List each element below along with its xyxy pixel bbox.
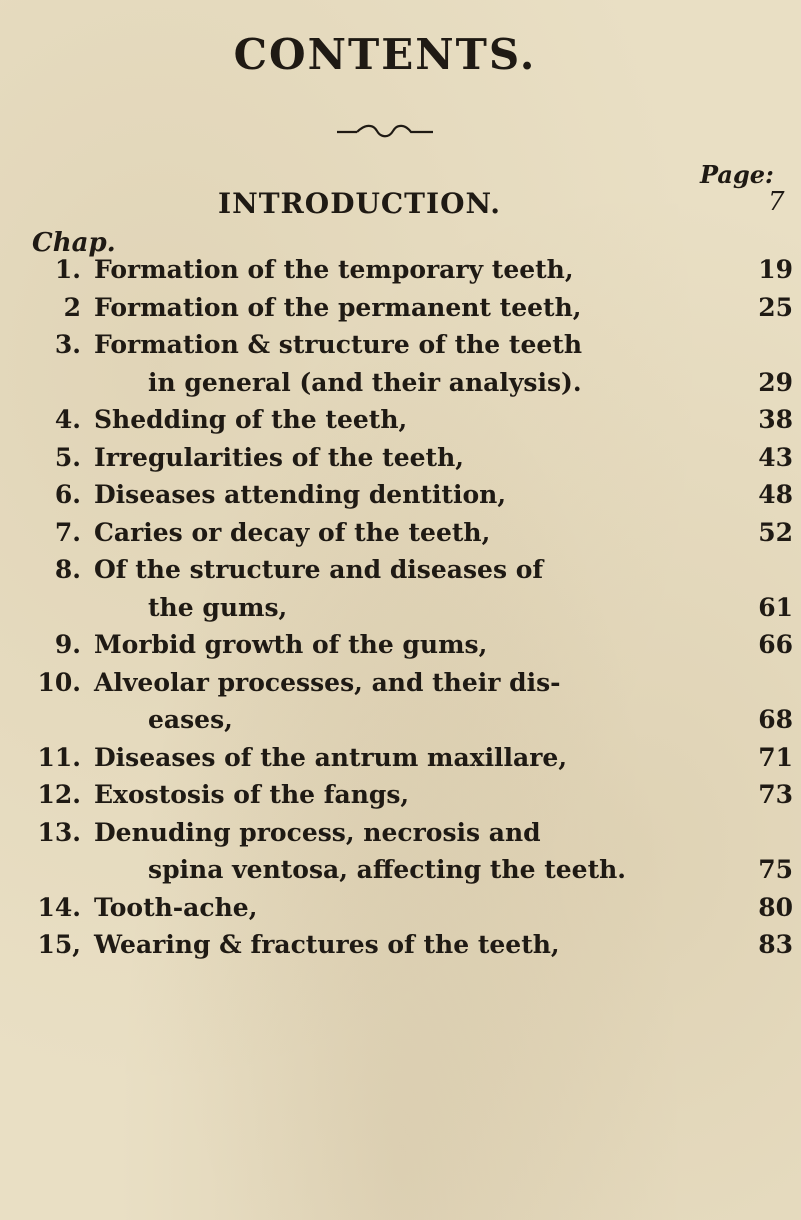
contents-entry bbox=[0, 255, 801, 293]
chapter-title: Of the structure and diseases of bbox=[94, 555, 544, 584]
contents-entry bbox=[0, 893, 801, 931]
chapter-title: Denuding process, necrosis and bbox=[94, 817, 541, 847]
chapter-number: 10. bbox=[37, 667, 81, 697]
chapter-title: Tooth-ache, bbox=[94, 892, 258, 922]
contents-entry bbox=[0, 743, 801, 781]
contents-entry bbox=[0, 930, 801, 968]
chapter-title: Diseases attending dentition, bbox=[94, 480, 507, 509]
introduction-heading: INTRODUCTION. bbox=[218, 187, 502, 220]
chapter-title-continuation: in general (and their analysis). bbox=[148, 367, 582, 397]
contents-entry bbox=[0, 443, 801, 481]
contents-entry bbox=[0, 818, 801, 893]
chapter-number: 4. bbox=[54, 405, 81, 434]
chapter-page-number: 38 bbox=[758, 405, 793, 434]
contents-entry bbox=[0, 293, 801, 331]
chapter-page-number: 61 bbox=[758, 592, 793, 622]
chapter-number: 12. bbox=[37, 780, 81, 809]
chapter-title: Formation & structure of the teeth bbox=[94, 330, 583, 359]
chapter-number: 1. bbox=[54, 255, 81, 284]
page-title: CONTENTS. bbox=[233, 30, 537, 79]
chapter-number: 6. bbox=[54, 480, 81, 509]
chapter-number: 7. bbox=[54, 517, 81, 547]
chapter-page-number: 19 bbox=[758, 255, 793, 284]
chapter-title: Formation of the permanent teeth, bbox=[94, 292, 582, 322]
chapter-number: 9. bbox=[54, 630, 81, 659]
contents-entry bbox=[0, 780, 801, 818]
chapter-title: Caries or decay of the teeth, bbox=[94, 517, 491, 547]
chapter-column-label: Chap. bbox=[32, 228, 116, 258]
chapter-title: Exostosis of the fangs, bbox=[94, 780, 410, 809]
chapter-page-number: 71 bbox=[758, 742, 793, 772]
chapter-page-number: 43 bbox=[758, 442, 793, 472]
contents-entry bbox=[0, 330, 801, 405]
chapter-title: Formation of the temporary teeth, bbox=[94, 255, 574, 284]
chapter-number: 2 bbox=[63, 292, 81, 322]
page-column-label: Page: bbox=[700, 160, 774, 189]
contents-entry bbox=[0, 630, 801, 668]
chapter-page-number: 48 bbox=[758, 480, 793, 509]
chapter-number: 3. bbox=[54, 330, 81, 359]
chapter-page-number: 75 bbox=[758, 855, 793, 884]
chapter-title: Alveolar processes, and their dis- bbox=[94, 667, 561, 697]
chapter-page-number: 73 bbox=[758, 780, 793, 809]
contents-entry bbox=[0, 518, 801, 556]
contents-entry bbox=[0, 405, 801, 443]
chapter-page-number: 68 bbox=[758, 705, 793, 734]
introduction-page-number: 7 bbox=[768, 187, 785, 217]
chapter-number: 13. bbox=[37, 817, 81, 847]
contents-entry bbox=[0, 668, 801, 743]
chapter-number: 8. bbox=[54, 555, 81, 584]
chapter-title: Irregularities of the teeth, bbox=[94, 442, 464, 472]
chapter-number: 15, bbox=[37, 930, 81, 959]
chapter-title: Wearing & fractures of the teeth, bbox=[94, 930, 560, 959]
chapter-page-number: 25 bbox=[758, 292, 793, 322]
chapter-page-number: 66 bbox=[758, 630, 793, 659]
chapter-page-number: 52 bbox=[758, 517, 793, 547]
chapter-number: 14. bbox=[37, 892, 81, 922]
chapter-title-continuation: the gums, bbox=[148, 592, 288, 622]
chapter-number: 11. bbox=[37, 742, 81, 772]
chapter-page-number: 83 bbox=[758, 930, 793, 959]
chapter-page-number: 29 bbox=[758, 367, 793, 397]
chapter-title-continuation: eases, bbox=[148, 705, 233, 734]
chapter-number: 5. bbox=[54, 442, 81, 472]
chapter-title: Diseases of the antrum maxillare, bbox=[94, 742, 568, 772]
flourish-ornament-icon bbox=[335, 122, 435, 140]
chapter-title: Shedding of the teeth, bbox=[94, 405, 408, 434]
contents-entry bbox=[0, 480, 801, 518]
chapter-title-continuation: spina ventosa, affecting the teeth. bbox=[148, 855, 627, 884]
contents-entry bbox=[0, 555, 801, 630]
chapter-page-number: 80 bbox=[758, 892, 793, 922]
chapter-title: Morbid growth of the gums, bbox=[94, 630, 488, 659]
